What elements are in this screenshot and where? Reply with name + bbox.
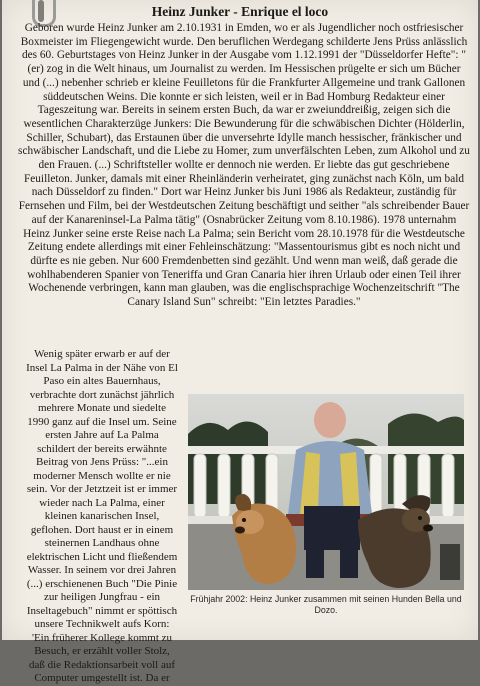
article-photo	[188, 394, 464, 590]
article-title: Heinz Junker - Enrique el loco	[151, 4, 329, 19]
document-page	[2, 0, 478, 684]
article-column-text: Wenig später erwarb er auf der Insel La Palma in der Nähe von El Paso ein altes Bauernhaus, verbrachte dort zunächst jährlich mehrere Monate und siedelte 1990 ganz auf die Insel um. Seine ersten Jahre auf La Palma schildert der bereits erwähnte Beitrag von Jens Prüss: "...ein moderner Mensch wollte er nie sein. Vor der Jetztzeit ist er immer wieder nach La Palma, einer kleinen kanarischen Insel, geflohen. Dort haust er in einem steinernen Landhaus ohne elektrischen Licht und fließendem Wasser. In seinem vor drei Jahren (...) erschienenen Buch "Die Pinie zur heiligen Jungfrau - ein Inseltagebuch" nimmt er spöttisch unsere Technikwelt aufs Korn: 'Ein früherer Kollege kommt zu Besuch, er erzählt voller Stolz, daß die Redaktionsarbeit voll auf Computer umgestellt ist. Da er	[26, 348, 178, 684]
photo-man-with-dogs-image	[188, 394, 464, 590]
article-intro-paragraph: Geboren wurde Heinz Junker am 2.10.1931 in Emden, wo er als Jugendlicher noch ostfriesischer Boxmeister im Fliegengewicht wurde. Den beruflichen Werdegang schilderte Jens Prüss anlässlich des 60. Geburtstages von Heinz Junker in der Ausgabe vom 1.12.1991 der "Düsseldorfer Hefte": "(er) zog in die Welt hinaus, um Journalist zu werden. Im Hessischen prügelte er sich um Bücher und (...) nebenher schrieb er kleine Feuilletons für die Frankfurter Allgemeine und trank Gallonen süddeutschen Weins. Die konnte er sich leisten, weil er in Bad Homburg Redakteur einer Tageszeitung war. Bereits in seinem ersten Buch, da war er zweiunddreißig, zeigen sich die wesentlichen Charakterzüge Junkers: Die Bewunderung für die schwäbischen Dichter (Hölderlin, Schiller, Schubart), das Erstaunen über die unversehrte Idylle manch hessischer, fränkischer und schwäbischer Landschaft, und die Liebe zu Homer, zum unverfälschten Leben, zum Alkohol und zu den Frauen. (...) Schriftsteller wollte er dennoch nie werden. Er liebte das gut geschriebene Feuilleton. Junker, damals mit einer Rheinländerin verheiratet, ging zunächst nach Köln, um bald nach Düsseldorf zu finden." Dort war Heinz Junker bis Juni 1986 als Redakteur, zuständig für Fernsehen und Film, bei der Westdeutschen Zeitung beschäftigt und seither "als schreibender Bauer auf der Kanareninsel-La Palma tätig" (Osnabrücker Zeitung vom 8.10.1986). 1978 unternahm Heinz Junker seine erste Reise nach La Palma; sein Bericht vom 28.10.1978 für die Westdeutsche Zeitung endete allerdings mit einer Fehleinschätzung: "Massentourismus gibt es noch nicht und dürfte es nie geben. Nur 600 Fremdenbetten sind gezählt. Und wenn man weiß, daß gerade die wohlhabenderen Spanier von Teneriffa und Gran Canaria hier ihren Urlaub oder einen Teil ihrer Wochenende verbringen, kann man glauben, was die englischsprachige Wochenzeitschrift "The Canary Island Sun" schreibt: "Ein letztes Paradies."	[18, 22, 470, 309]
photo-caption: Frühjahr 2002: Heinz Junker zusammen mit seinen Hunden Bella und Dozo.	[190, 594, 462, 615]
